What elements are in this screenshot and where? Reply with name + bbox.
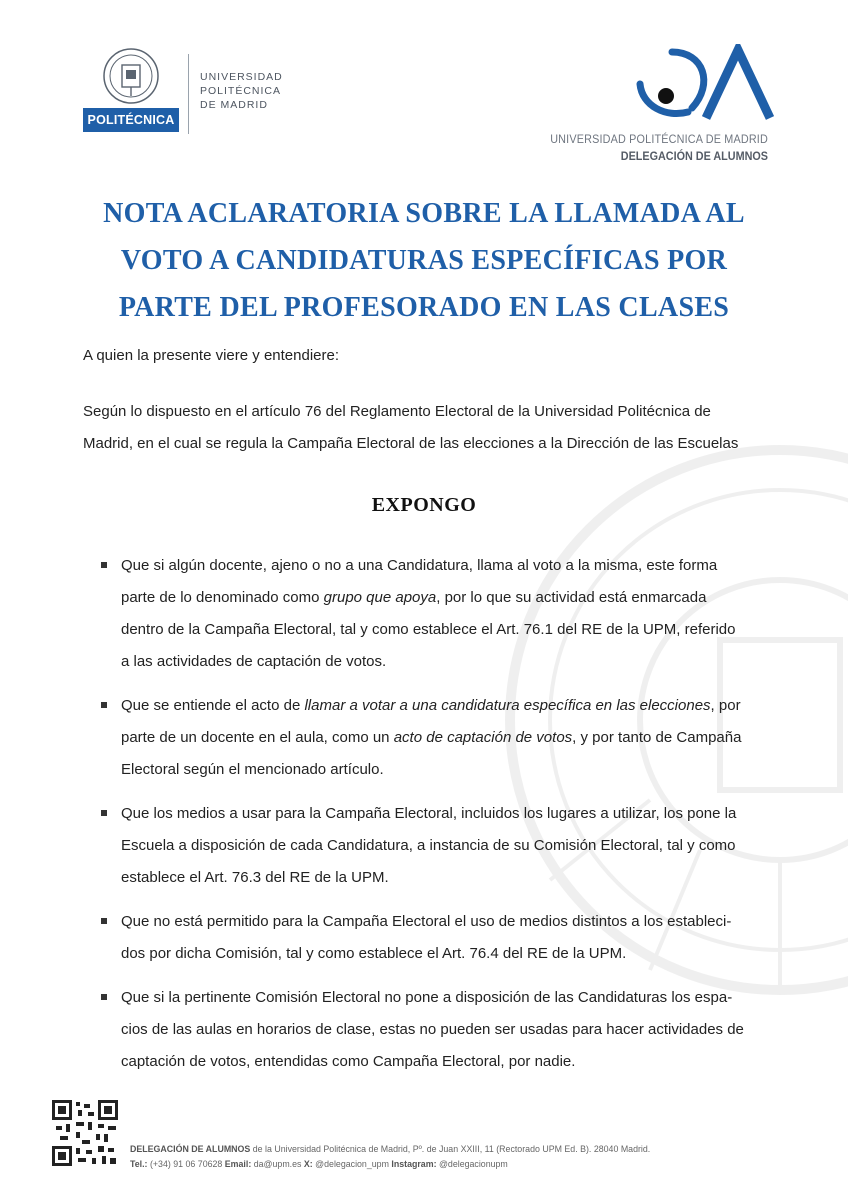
- footer: [130, 1142, 650, 1172]
- list-item: Que no está permitido para la Campaña Electoral el uso de medios distintos a los estableci- dos por dicha Comisión, tal y como establece el Art. 76.4 del RE de la UPM.: [101, 906, 771, 970]
- section-heading: EXPONGO: [371, 494, 477, 516]
- upm-name: UNIVERSIDAD POLITÉCNICA DE MADRID: [200, 71, 283, 111]
- bullet-square-icon: [101, 994, 107, 1000]
- da-caption: [526, 132, 768, 163]
- upm-divider: [188, 54, 189, 134]
- page-title: [60, 190, 788, 331]
- bullet-square-icon: [101, 810, 107, 816]
- upm-seal-icon: [83, 46, 179, 106]
- footer-address: DELEGACIÓN DE ALUMNOS de la Universidad Politécnica de Madrid, Pº. de Juan XXIII, 11 (Rectorado UPM Ed. B). 28040 Madrid.: [130, 1144, 651, 1155]
- bullet-square-icon: [101, 562, 107, 568]
- bullet-square-icon: [101, 702, 107, 708]
- salutation: A quien la presente viere y entendiere:: [83, 347, 340, 364]
- list-item: Que los medios a usar para la Campaña Electoral, incluidos los lugares a utilizar, los pone la Escuela a disposición de cada Candidatura, a instancia de su Comisión Electoral, tal y como establece el Art. 76.3 del RE de la UPM.: [101, 798, 771, 894]
- list-item: Que si algún docente, ajeno o no a una Candidatura, llama al voto a la misma, este forma parte de lo denominado como grupo que apoya, por lo que su actividad está enmarcada dentro de la Campaña Electoral, tal y como establece el Art. 76.1 del RE de la UPM, referido a las actividades de captación de votos.: [101, 550, 771, 678]
- footer-x-link[interactable]: @delegacion_upm: [312, 1159, 392, 1170]
- upm-logo: [83, 46, 283, 134]
- upm-badge: POLITÉCNICA: [83, 108, 179, 132]
- qr-code-icon[interactable]: [52, 1100, 118, 1166]
- da-caption-delegation: DELEGACIÓN DE ALUMNOS: [620, 149, 768, 163]
- list-item: Que si la pertinente Comisión Electoral no pone a disposición de las Candidaturas los espa- cios de las aulas en horarios de clase, estas no pueden ser usadas para hacer actividades de captación de votos, entendidas como Campaña Electoral, por nadie.: [101, 982, 771, 1078]
- bullet-square-icon: [101, 918, 107, 924]
- intro-paragraph: Según lo dispuesto en el artículo 76 del Reglamento Electoral de la Universidad Politécnica de Madrid, en el cual se regula la Campaña Electoral de las elecciones a la Dirección de las Escuelas: [83, 403, 739, 452]
- footer-email-link[interactable]: da@upm.es: [251, 1159, 304, 1170]
- da-caption-university: UNIVERSIDAD POLITÉCNICA DE MADRID: [550, 132, 768, 146]
- footer-instagram-link[interactable]: @delegacionupm: [436, 1159, 508, 1170]
- title-line: VOTO A CANDIDATURAS ESPECÍFICAS POR: [120, 245, 728, 276]
- list-item: Que se entiende el acto de llamar a votar a una candidatura específica en las elecciones, por parte de un docente en el aula, como un acto de captación de votos, y por tanto de Campaña Electoral según el mencionado artículo.: [101, 690, 771, 786]
- title-line: NOTA ACLARATORIA SOBRE LA LLAMADA AL: [103, 198, 745, 229]
- title-line: PARTE DEL PROFESORADO EN LAS CLASES: [118, 292, 730, 323]
- footer-contact: Tel.: (+34) 91 06 70628 Email: da@upm.es X: @delegacion_upm Instagram: @delegacionupm: [130, 1159, 508, 1170]
- bullet-list: [101, 550, 771, 1090]
- da-logo-icon: [632, 44, 782, 124]
